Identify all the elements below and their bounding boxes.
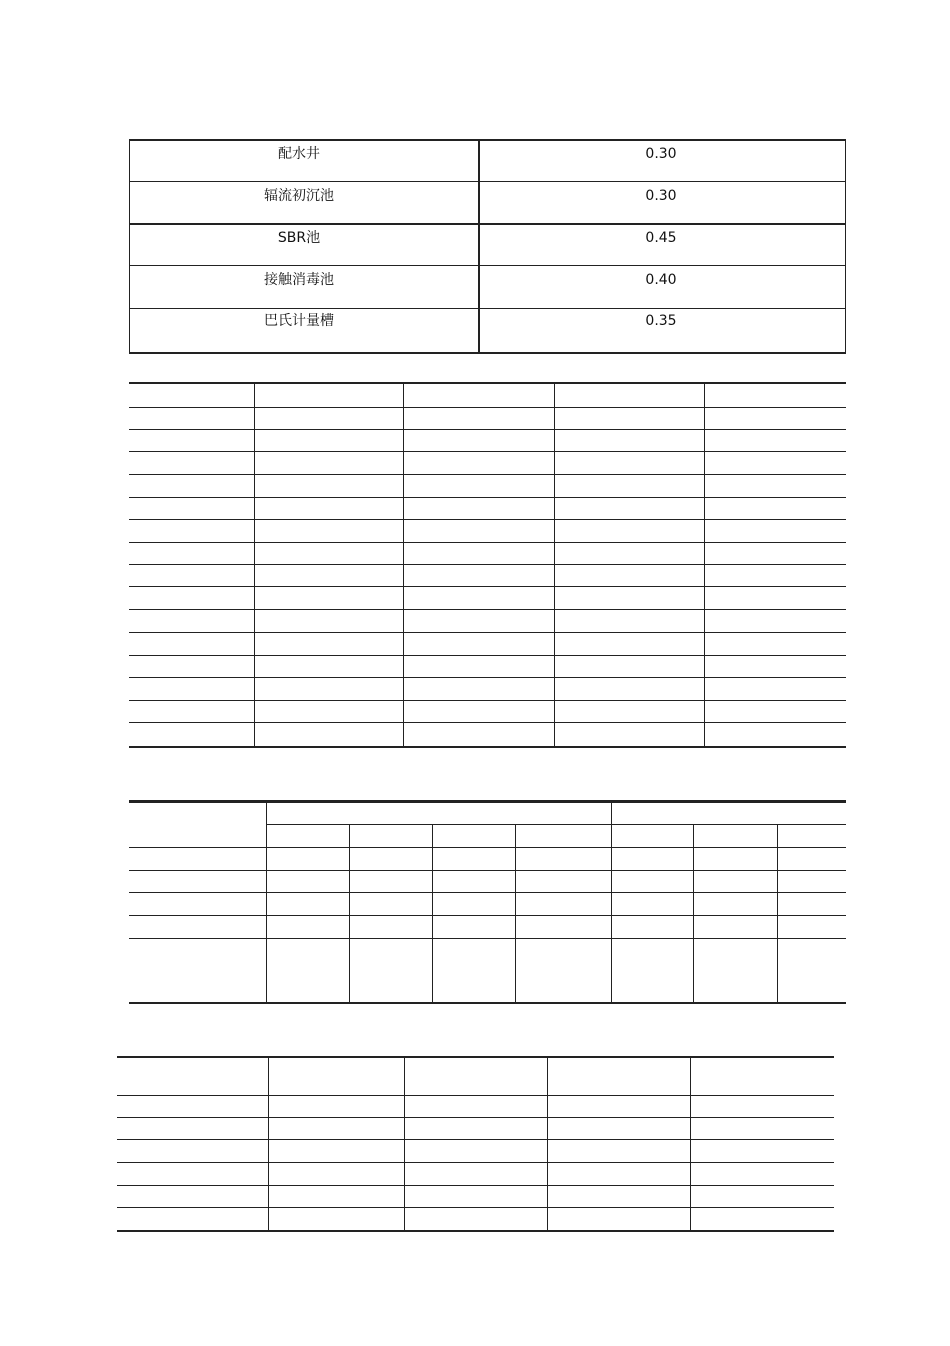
- table-rule: [129, 474, 846, 475]
- table-rule: [129, 800, 846, 803]
- table-divider: [266, 800, 267, 1004]
- table-divider: [403, 382, 404, 748]
- table-divider: [690, 1056, 691, 1232]
- table-rule: [129, 938, 846, 939]
- row-value-cell: 0.45: [645, 230, 677, 246]
- table-rule: [129, 677, 846, 678]
- table-rule: [117, 1139, 834, 1140]
- table-rule: [129, 586, 846, 587]
- table-rule: [129, 722, 846, 723]
- table-rule: [129, 847, 846, 848]
- table-rule: [129, 700, 846, 701]
- table-rule: [129, 542, 846, 543]
- table-divider: [611, 800, 612, 1004]
- row-value-cell: 0.35: [645, 313, 677, 329]
- table-rule: [129, 407, 846, 408]
- table-divider: [404, 1056, 405, 1232]
- structure-head-loss-table: [129, 139, 846, 354]
- empty-grid-table-2: [129, 800, 846, 1004]
- table-rule: [117, 1095, 834, 1096]
- table-rule: [129, 1002, 846, 1004]
- table-rule: [129, 382, 846, 384]
- row-value-cell: 0.40: [645, 272, 677, 288]
- table-rule: [129, 451, 846, 452]
- table-rule: [129, 308, 846, 309]
- table-rule: [129, 497, 846, 498]
- row-name-cell: 巴氏计量槽: [264, 313, 334, 329]
- table-rule: [266, 824, 846, 825]
- table-divider: [515, 824, 516, 1004]
- table-divider: [547, 1056, 548, 1232]
- table-rule: [129, 655, 846, 656]
- table-rule: [117, 1207, 834, 1208]
- table-divider: [777, 824, 778, 1004]
- row-name-cell: SBR池: [277, 230, 321, 246]
- row-value-cell: 0.30: [645, 188, 677, 204]
- table-rule: [129, 265, 846, 266]
- table-border: [845, 139, 846, 354]
- table-divider: [432, 824, 433, 1004]
- table-rule: [129, 609, 846, 610]
- table-rule: [129, 632, 846, 633]
- table-rule: [129, 915, 846, 916]
- table-rule: [129, 223, 846, 225]
- row-value-cell: 0.30: [645, 146, 677, 162]
- row-name-cell: 辐流初沉池: [264, 188, 334, 204]
- table-divider: [554, 382, 555, 748]
- table-rule: [117, 1056, 834, 1058]
- table-divider: [349, 824, 350, 1004]
- table-divider: [268, 1056, 269, 1232]
- table-rule: [117, 1117, 834, 1118]
- table-rule: [129, 892, 846, 893]
- row-name-cell: 接触消毒池: [264, 272, 334, 288]
- table-divider: [704, 382, 705, 748]
- table-divider: [693, 824, 694, 1004]
- table-rule: [129, 139, 846, 141]
- table-rule: [129, 746, 846, 748]
- table-rule: [129, 429, 846, 430]
- empty-grid-table-1: [129, 382, 846, 748]
- table-rule: [129, 181, 846, 182]
- table-rule: [129, 870, 846, 871]
- table-divider: [254, 382, 255, 748]
- empty-grid-table-3: [117, 1056, 834, 1232]
- table-rule: [129, 352, 846, 354]
- table-rule: [117, 1162, 834, 1163]
- table-rule: [129, 519, 846, 520]
- table-rule: [117, 1230, 834, 1232]
- row-name-cell: 配水井: [278, 146, 320, 162]
- table-rule: [117, 1185, 834, 1186]
- table-rule: [129, 564, 846, 565]
